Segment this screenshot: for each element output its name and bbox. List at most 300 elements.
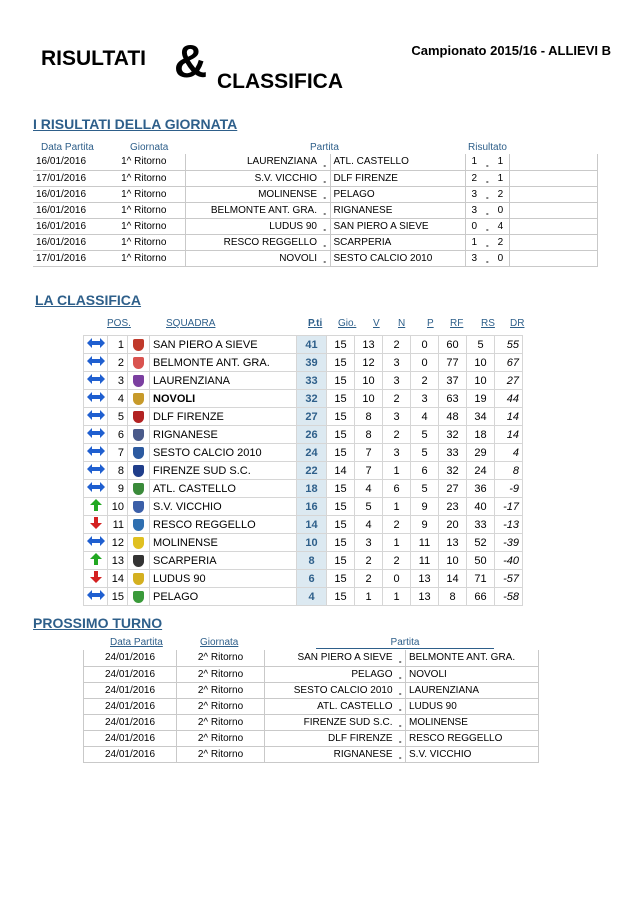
result-blank-cell bbox=[510, 202, 598, 218]
results-table bbox=[33, 154, 598, 267]
next-match-separator: - bbox=[396, 698, 406, 714]
standings-col-pts[interactable]: P.ti bbox=[308, 318, 323, 329]
standings-row bbox=[84, 480, 523, 498]
next-match-date: 24/01/2016 bbox=[84, 714, 177, 730]
result-away-team: SCARPERIA bbox=[330, 234, 465, 250]
next-col-match: Partita bbox=[316, 637, 494, 649]
standings-dr: 55 bbox=[495, 336, 523, 354]
next-match-separator: - bbox=[396, 746, 406, 762]
standings-rf: 27 bbox=[439, 480, 467, 498]
standings-team: RESCO REGGELLO bbox=[150, 516, 297, 534]
standings-n: 2 bbox=[383, 426, 411, 444]
result-goals-separator: - bbox=[483, 234, 492, 250]
standings-col-n[interactable]: N bbox=[398, 318, 406, 329]
standings-g: 15 bbox=[327, 516, 355, 534]
result-date: 16/01/2016 bbox=[33, 234, 103, 250]
standings-p: 11 bbox=[411, 534, 439, 552]
trend-cell bbox=[84, 390, 108, 408]
team-logo-cell bbox=[128, 426, 150, 444]
team-crest-icon bbox=[133, 537, 144, 549]
result-date: 17/01/2016 bbox=[33, 250, 103, 266]
result-row bbox=[33, 234, 598, 250]
next-match-home: ATL. CASTELLO bbox=[265, 698, 396, 714]
trend-cell bbox=[84, 570, 108, 588]
standings-n: 2 bbox=[383, 390, 411, 408]
standings-n: 0 bbox=[383, 570, 411, 588]
standings-points: 22 bbox=[297, 462, 327, 480]
next-match-date: 24/01/2016 bbox=[84, 746, 177, 762]
result-date: 16/01/2016 bbox=[33, 186, 103, 202]
team-logo-cell bbox=[128, 480, 150, 498]
standings-p: 2 bbox=[411, 372, 439, 390]
next-match-date: 24/01/2016 bbox=[84, 730, 177, 746]
standings-g: 15 bbox=[327, 408, 355, 426]
result-row bbox=[33, 186, 598, 202]
standings-g: 15 bbox=[327, 390, 355, 408]
standings-row bbox=[84, 390, 523, 408]
next-match-separator: - bbox=[396, 666, 406, 682]
result-away-goals: 4 bbox=[492, 218, 510, 234]
standings-p: 5 bbox=[411, 480, 439, 498]
next-match-away: RESCO REGGELLO bbox=[406, 730, 539, 746]
team-logo-cell bbox=[128, 408, 150, 426]
standings-v: 4 bbox=[355, 480, 383, 498]
standings-points: 8 bbox=[297, 552, 327, 570]
standings-n: 3 bbox=[383, 408, 411, 426]
standings-pos: 6 bbox=[108, 426, 128, 444]
standings-p: 0 bbox=[411, 354, 439, 372]
standings-team: ATL. CASTELLO bbox=[150, 480, 297, 498]
standings-v: 3 bbox=[355, 534, 383, 552]
standings-g: 15 bbox=[327, 552, 355, 570]
team-crest-icon bbox=[133, 501, 144, 513]
standings-pos: 10 bbox=[108, 498, 128, 516]
standings-g: 15 bbox=[327, 444, 355, 462]
standings-team: NOVOLI bbox=[150, 390, 297, 408]
standings-col-pos[interactable]: POS. bbox=[107, 318, 131, 329]
standings-dr: -13 bbox=[495, 516, 523, 534]
standings-points: 39 bbox=[297, 354, 327, 372]
next-match-row bbox=[84, 746, 539, 762]
trend-cell bbox=[84, 462, 108, 480]
standings-rs: 10 bbox=[467, 354, 495, 372]
trend-cell bbox=[84, 354, 108, 372]
team-crest-icon bbox=[133, 357, 144, 369]
standings-pos: 8 bbox=[108, 462, 128, 480]
standings-rs: 18 bbox=[467, 426, 495, 444]
next-match-separator: - bbox=[396, 650, 406, 666]
standings-rf: 33 bbox=[439, 444, 467, 462]
standings-p: 5 bbox=[411, 426, 439, 444]
standings-dr: 44 bbox=[495, 390, 523, 408]
next-match-date: 24/01/2016 bbox=[84, 650, 177, 666]
team-logo-cell bbox=[128, 588, 150, 606]
result-blank-cell bbox=[510, 154, 598, 170]
standings-col-p[interactable]: P bbox=[427, 318, 434, 329]
results-col-date: Data Partita bbox=[41, 142, 94, 153]
championship-label: Campionato 2015/16 - ALLIEVI B bbox=[411, 43, 611, 58]
results-col-match: Partita bbox=[310, 142, 339, 153]
standings-row bbox=[84, 516, 523, 534]
team-logo-cell bbox=[128, 570, 150, 588]
standings-col-v[interactable]: V bbox=[373, 318, 380, 329]
result-row bbox=[33, 202, 598, 218]
result-home-team: RESCO REGGELLO bbox=[185, 234, 320, 250]
team-logo-cell bbox=[128, 444, 150, 462]
title-ampersand: & bbox=[174, 35, 208, 87]
standings-g: 15 bbox=[327, 534, 355, 552]
standings-rf: 14 bbox=[439, 570, 467, 588]
trend-cell bbox=[84, 498, 108, 516]
standings-p: 11 bbox=[411, 552, 439, 570]
standings-row bbox=[84, 408, 523, 426]
standings-n: 2 bbox=[383, 516, 411, 534]
next-match-row bbox=[84, 714, 539, 730]
next-match-round: 2^ Ritorno bbox=[177, 746, 265, 762]
arrow-left-right-icon bbox=[86, 408, 106, 422]
standings-rf: 32 bbox=[439, 462, 467, 480]
standings-n: 2 bbox=[383, 552, 411, 570]
standings-points: 6 bbox=[297, 570, 327, 588]
next-match-away: MOLINENSE bbox=[406, 714, 539, 730]
next-match-home: DLF FIRENZE bbox=[265, 730, 396, 746]
team-crest-icon bbox=[133, 591, 144, 603]
result-home-goals: 3 bbox=[465, 250, 483, 266]
next-match-separator: - bbox=[396, 682, 406, 698]
standings-col-team[interactable]: SQUADRA bbox=[166, 318, 216, 329]
standings-points: 26 bbox=[297, 426, 327, 444]
result-away-team: SESTO CALCIO 2010 bbox=[330, 250, 465, 266]
result-date: 16/01/2016 bbox=[33, 154, 103, 170]
result-away-team: RIGNANESE bbox=[330, 202, 465, 218]
standings-n: 3 bbox=[383, 444, 411, 462]
standings-n: 3 bbox=[383, 354, 411, 372]
result-goals-separator: - bbox=[483, 154, 492, 170]
result-away-goals: 1 bbox=[492, 170, 510, 186]
arrow-left-right-icon bbox=[86, 480, 106, 494]
team-logo-cell bbox=[128, 354, 150, 372]
standings-p: 6 bbox=[411, 462, 439, 480]
standings-rf: 8 bbox=[439, 588, 467, 606]
standings-v: 1 bbox=[355, 588, 383, 606]
result-row bbox=[33, 154, 598, 170]
standings-dr: 4 bbox=[495, 444, 523, 462]
standings-g: 15 bbox=[327, 336, 355, 354]
results-col-round: Giornata bbox=[130, 142, 169, 153]
result-round: 1^ Ritorno bbox=[103, 186, 185, 202]
next-match-round: 2^ Ritorno bbox=[177, 682, 265, 698]
standings-dr: 8 bbox=[495, 462, 523, 480]
team-crest-icon bbox=[133, 429, 144, 441]
standings-rf: 37 bbox=[439, 372, 467, 390]
standings-row bbox=[84, 444, 523, 462]
standings-n: 6 bbox=[383, 480, 411, 498]
standings-rs: 33 bbox=[467, 516, 495, 534]
next-match-round: 2^ Ritorno bbox=[177, 650, 265, 666]
result-home-goals: 3 bbox=[465, 202, 483, 218]
standings-pos: 1 bbox=[108, 336, 128, 354]
standings-pos: 11 bbox=[108, 516, 128, 534]
result-round: 1^ Ritorno bbox=[103, 218, 185, 234]
standings-p: 4 bbox=[411, 408, 439, 426]
arrow-up-icon bbox=[86, 552, 106, 566]
result-date: 16/01/2016 bbox=[33, 218, 103, 234]
result-blank-cell bbox=[510, 218, 598, 234]
result-home-team: BELMONTE ANT. GRA. bbox=[185, 202, 320, 218]
result-home-team: LUDUS 90 bbox=[185, 218, 320, 234]
standings-rf: 63 bbox=[439, 390, 467, 408]
arrow-left-right-icon bbox=[86, 426, 106, 440]
standings-v: 5 bbox=[355, 498, 383, 516]
standings-points: 41 bbox=[297, 336, 327, 354]
trend-cell bbox=[84, 588, 108, 606]
arrow-down-icon bbox=[86, 516, 106, 530]
standings-n: 1 bbox=[383, 534, 411, 552]
team-logo-cell bbox=[128, 534, 150, 552]
standings-n: 1 bbox=[383, 462, 411, 480]
team-crest-icon bbox=[133, 339, 144, 351]
standings-team: MOLINENSE bbox=[150, 534, 297, 552]
next-match-round: 2^ Ritorno bbox=[177, 730, 265, 746]
next-match-home: SAN PIERO A SIEVE bbox=[265, 650, 396, 666]
standings-rs: 71 bbox=[467, 570, 495, 588]
standings-row bbox=[84, 372, 523, 390]
standings-rs: 40 bbox=[467, 498, 495, 516]
standings-points: 32 bbox=[297, 390, 327, 408]
trend-cell bbox=[84, 552, 108, 570]
standings-team: DLF FIRENZE bbox=[150, 408, 297, 426]
standings-rs: 19 bbox=[467, 390, 495, 408]
trend-cell bbox=[84, 408, 108, 426]
standings-dr: -40 bbox=[495, 552, 523, 570]
standings-dr: -17 bbox=[495, 498, 523, 516]
result-away-team: DLF FIRENZE bbox=[330, 170, 465, 186]
standings-v: 2 bbox=[355, 570, 383, 588]
result-home-goals: 1 bbox=[465, 154, 483, 170]
trend-cell bbox=[84, 534, 108, 552]
standings-p: 13 bbox=[411, 588, 439, 606]
standings-table bbox=[83, 335, 523, 606]
standings-rf: 32 bbox=[439, 426, 467, 444]
standings-v: 10 bbox=[355, 390, 383, 408]
standings-col-g[interactable]: Gio. bbox=[338, 318, 357, 329]
standings-pos: 15 bbox=[108, 588, 128, 606]
standings-p: 0 bbox=[411, 336, 439, 354]
standings-rs: 10 bbox=[467, 372, 495, 390]
result-home-team: S.V. VICCHIO bbox=[185, 170, 320, 186]
standings-team: SESTO CALCIO 2010 bbox=[150, 444, 297, 462]
team-crest-icon bbox=[133, 555, 144, 567]
team-logo-cell bbox=[128, 372, 150, 390]
result-round: 1^ Ritorno bbox=[103, 250, 185, 266]
result-blank-cell bbox=[510, 250, 598, 266]
standings-rs: 66 bbox=[467, 588, 495, 606]
result-away-goals: 2 bbox=[492, 234, 510, 250]
arrow-left-right-icon bbox=[86, 336, 106, 350]
standings-v: 12 bbox=[355, 354, 383, 372]
result-goals-separator: - bbox=[483, 218, 492, 234]
next-match-home: PELAGO bbox=[265, 666, 396, 682]
result-away-goals: 0 bbox=[492, 250, 510, 266]
standings-team: SCARPERIA bbox=[150, 552, 297, 570]
standings-p: 9 bbox=[411, 498, 439, 516]
title-classifica: CLASSIFICA bbox=[217, 70, 343, 93]
standings-dr: 27 bbox=[495, 372, 523, 390]
standings-p: 13 bbox=[411, 570, 439, 588]
result-away-team: SAN PIERO A SIEVE bbox=[330, 218, 465, 234]
team-crest-icon bbox=[133, 519, 144, 531]
standings-dr: 14 bbox=[495, 408, 523, 426]
next-col-round: Giornata bbox=[200, 637, 239, 648]
next-match-round: 2^ Ritorno bbox=[177, 714, 265, 730]
arrow-left-right-icon bbox=[86, 390, 106, 404]
arrow-left-right-icon bbox=[86, 588, 106, 602]
next-match-row bbox=[84, 698, 539, 714]
team-crest-icon bbox=[133, 411, 144, 423]
trend-cell bbox=[84, 336, 108, 354]
standings-rf: 60 bbox=[439, 336, 467, 354]
result-away-goals: 0 bbox=[492, 202, 510, 218]
team-logo-cell bbox=[128, 462, 150, 480]
result-blank-cell bbox=[510, 234, 598, 250]
standings-team: SAN PIERO A SIEVE bbox=[150, 336, 297, 354]
team-crest-icon bbox=[133, 375, 144, 387]
standings-rf: 10 bbox=[439, 552, 467, 570]
arrow-left-right-icon bbox=[86, 534, 106, 548]
next-match-away: S.V. VICCHIO bbox=[406, 746, 539, 762]
results-col-result: Risultato bbox=[468, 142, 507, 153]
result-home-team: LAURENZIANA bbox=[185, 154, 320, 170]
next-round-section-title: PROSSIMO TURNO bbox=[33, 615, 163, 631]
standings-row bbox=[84, 552, 523, 570]
result-away-team: ATL. CASTELLO bbox=[330, 154, 465, 170]
standings-g: 15 bbox=[327, 372, 355, 390]
standings-pos: 9 bbox=[108, 480, 128, 498]
team-logo-cell bbox=[128, 390, 150, 408]
standings-v: 2 bbox=[355, 552, 383, 570]
next-match-home: SESTO CALCIO 2010 bbox=[265, 682, 396, 698]
standings-points: 4 bbox=[297, 588, 327, 606]
next-match-separator: - bbox=[396, 714, 406, 730]
arrow-down-icon bbox=[86, 570, 106, 584]
arrow-up-icon bbox=[86, 498, 106, 512]
standings-p: 9 bbox=[411, 516, 439, 534]
standings-v: 7 bbox=[355, 462, 383, 480]
arrow-left-right-icon bbox=[86, 354, 106, 368]
result-date: 16/01/2016 bbox=[33, 202, 103, 218]
team-crest-icon bbox=[133, 393, 144, 405]
result-round: 1^ Ritorno bbox=[103, 154, 185, 170]
standings-rs: 5 bbox=[467, 336, 495, 354]
standings-dr: -57 bbox=[495, 570, 523, 588]
standings-points: 18 bbox=[297, 480, 327, 498]
result-separator: - bbox=[320, 170, 330, 186]
standings-v: 8 bbox=[355, 426, 383, 444]
standings-v: 13 bbox=[355, 336, 383, 354]
standings-v: 4 bbox=[355, 516, 383, 534]
result-row bbox=[33, 250, 598, 266]
result-row bbox=[33, 170, 598, 186]
result-goals-separator: - bbox=[483, 202, 492, 218]
result-blank-cell bbox=[510, 170, 598, 186]
standings-points: 33 bbox=[297, 372, 327, 390]
standings-dr: -9 bbox=[495, 480, 523, 498]
result-goals-separator: - bbox=[483, 186, 492, 202]
next-match-row bbox=[84, 650, 539, 666]
standings-row bbox=[84, 588, 523, 606]
standings-rf: 77 bbox=[439, 354, 467, 372]
trend-cell bbox=[84, 516, 108, 534]
result-separator: - bbox=[320, 186, 330, 202]
standings-col-rs[interactable]: RS bbox=[481, 318, 495, 329]
team-logo-cell bbox=[128, 516, 150, 534]
next-match-date: 24/01/2016 bbox=[84, 666, 177, 682]
standings-points: 14 bbox=[297, 516, 327, 534]
standings-rs: 24 bbox=[467, 462, 495, 480]
standings-row bbox=[84, 498, 523, 516]
standings-g: 15 bbox=[327, 480, 355, 498]
result-row bbox=[33, 218, 598, 234]
trend-cell bbox=[84, 480, 108, 498]
standings-rs: 29 bbox=[467, 444, 495, 462]
standings-n: 3 bbox=[383, 372, 411, 390]
result-home-goals: 3 bbox=[465, 186, 483, 202]
result-round: 1^ Ritorno bbox=[103, 170, 185, 186]
next-col-date: Data Partita bbox=[110, 637, 163, 648]
standings-team: S.V. VICCHIO bbox=[150, 498, 297, 516]
standings-p: 5 bbox=[411, 444, 439, 462]
result-away-team: PELAGO bbox=[330, 186, 465, 202]
standings-pos: 14 bbox=[108, 570, 128, 588]
standings-row bbox=[84, 336, 523, 354]
standings-rs: 34 bbox=[467, 408, 495, 426]
standings-col-dr[interactable]: DR bbox=[510, 318, 525, 329]
standings-rf: 13 bbox=[439, 534, 467, 552]
standings-rs: 36 bbox=[467, 480, 495, 498]
standings-team: FIRENZE SUD S.C. bbox=[150, 462, 297, 480]
standings-dr: -58 bbox=[495, 588, 523, 606]
trend-cell bbox=[84, 444, 108, 462]
standings-dr: -39 bbox=[495, 534, 523, 552]
standings-col-rf[interactable]: RF bbox=[450, 318, 464, 329]
standings-row bbox=[84, 462, 523, 480]
result-separator: - bbox=[320, 250, 330, 266]
result-separator: - bbox=[320, 234, 330, 250]
result-away-goals: 1 bbox=[492, 154, 510, 170]
standings-n: 1 bbox=[383, 498, 411, 516]
result-separator: - bbox=[320, 154, 330, 170]
standings-team: PELAGO bbox=[150, 588, 297, 606]
next-match-away: LUDUS 90 bbox=[406, 698, 539, 714]
standings-points: 16 bbox=[297, 498, 327, 516]
standings-pos: 7 bbox=[108, 444, 128, 462]
standings-pos: 12 bbox=[108, 534, 128, 552]
standings-v: 7 bbox=[355, 444, 383, 462]
result-home-goals: 1 bbox=[465, 234, 483, 250]
arrow-left-right-icon bbox=[86, 372, 106, 386]
next-match-away: NOVOLI bbox=[406, 666, 539, 682]
team-crest-icon bbox=[133, 573, 144, 585]
next-round-table bbox=[83, 650, 539, 763]
trend-cell bbox=[84, 426, 108, 444]
standings-n: 1 bbox=[383, 588, 411, 606]
next-match-separator: - bbox=[396, 730, 406, 746]
standings-row bbox=[84, 534, 523, 552]
standings-pos: 2 bbox=[108, 354, 128, 372]
arrow-left-right-icon bbox=[86, 462, 106, 476]
standings-pos: 3 bbox=[108, 372, 128, 390]
standings-rf: 48 bbox=[439, 408, 467, 426]
